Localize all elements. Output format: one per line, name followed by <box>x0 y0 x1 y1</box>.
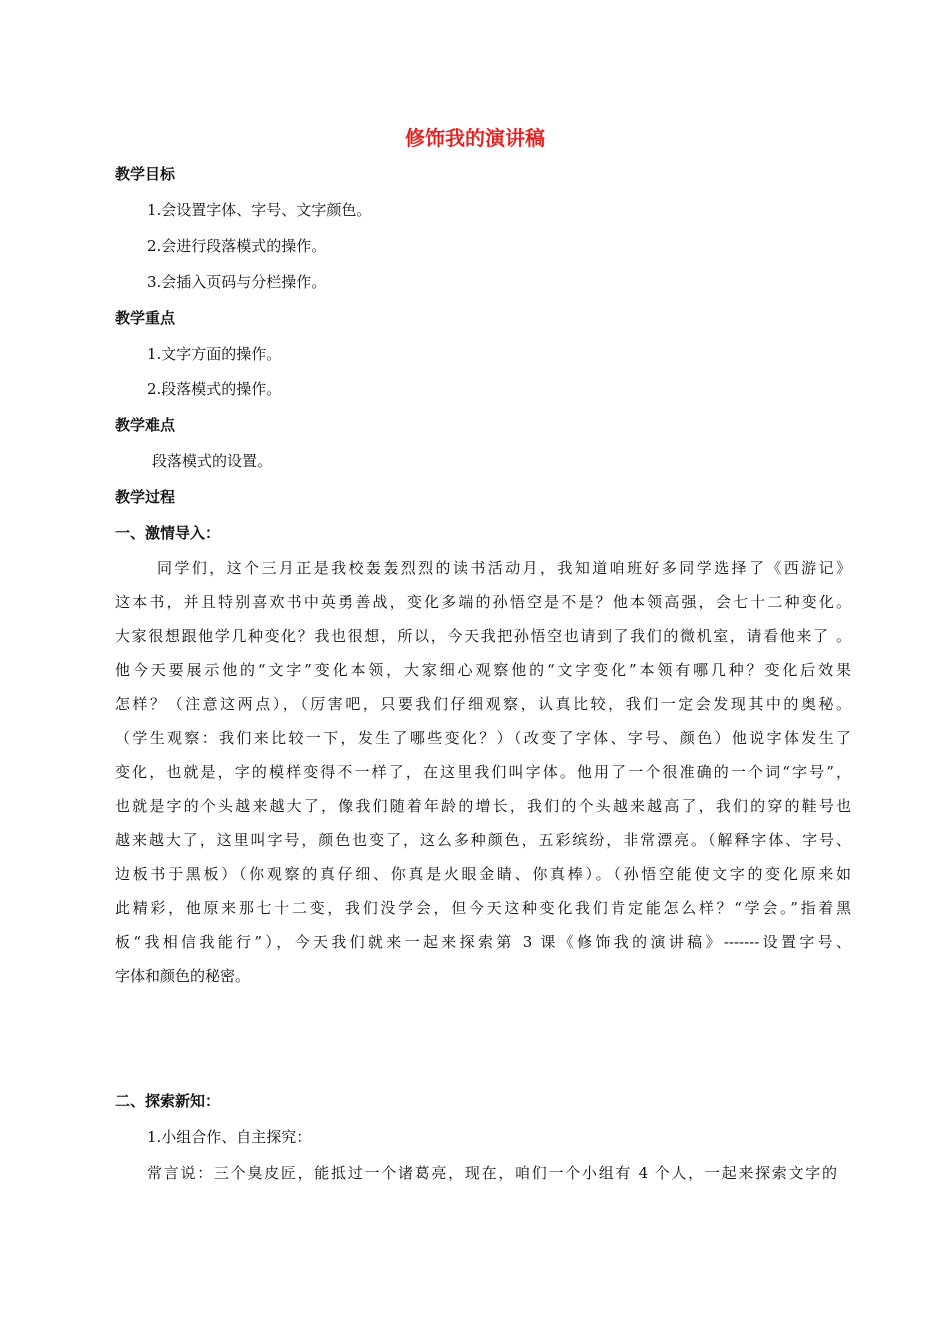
paragraph-line: 字体和颜色的秘密。 <box>115 967 251 985</box>
section2-subheading: 1.小组合作、自主探究： <box>147 1128 312 1146</box>
paragraph-line: 同学们，这个三月正是我校轰轰烈烈的读书活动月，我知道咱班好多同学选择了《西游记》 <box>157 559 851 577</box>
section2-text: 常言说：三个臭皮匠，能抵过一个诸葛亮，现在，咱们一个小组有 4 个人，一起来探索文字的 <box>147 1164 837 1182</box>
objective-item: 1.会设置字体、字号、文字颜色。 <box>147 201 372 219</box>
difficulties-heading: 教学难点 <box>115 416 176 434</box>
section1-heading: 一、激情导入： <box>115 524 221 542</box>
objective-item: 2.会进行段落模式的操作。 <box>147 237 327 255</box>
paragraph-line: 变化，也就是，字的模样变得不一样了，在这里我们叫字体。他用了一个很准确的一个词“字号”， <box>115 763 851 781</box>
process-heading: 教学过程 <box>115 488 176 506</box>
key-points-heading: 教学重点 <box>115 309 176 327</box>
paragraph-line: 大家很想跟他学几种变化？我也很想，所以，今天我把孙悟空也请到了我们的微机室，请看他来了 。 <box>115 627 851 645</box>
paragraph-line: 他今天要展示他的“文字”变化本领，大家细心观察他的“文字变化”本领有哪几种？变化后效果 <box>115 661 851 679</box>
key-point-item: 2.段落模式的操作。 <box>147 380 282 398</box>
document-title: 修饰我的演讲稿 <box>405 126 545 150</box>
paragraph-line: 此精彩，他原来那七十二变，我们没学会，但今天这种变化我们肯定能怎么样？“学会。”指着黑 <box>115 899 851 917</box>
paragraph-line: （学生观察：我们来比较一下，发生了哪些变化？）（改变了字体、字号、颜色）他说字体发生了 <box>115 729 851 747</box>
paragraph-line: 越来越大了，这里叫字号，颜色也变了，这么多种颜色，五彩缤纷，非常漂亮。（解释字体、字号、 <box>115 831 851 849</box>
objective-item: 3.会插入页码与分栏操作。 <box>147 273 327 291</box>
paragraph-line: 这本书，并且特别喜欢书中英勇善战，变化多端的孙悟空是不是？他本领高强，会七十二种变化。 <box>115 593 851 611</box>
paragraph-line: 板“我相信我能行”），今天我们就来一起来探索第 3 课《修饰我的演讲稿》-------设置字号、 <box>115 933 851 951</box>
key-point-item: 1.文字方面的操作。 <box>147 345 282 363</box>
intro-paragraph <box>115 551 851 993</box>
difficulty-item: 段落模式的设置。 <box>152 452 273 470</box>
paragraph-line: 怎样？（注意这两点），（厉害吧，只要我们仔细观察，认真比较，我们一定会发现其中的奥秘。 <box>115 695 851 713</box>
objectives-heading: 教学目标 <box>115 165 176 183</box>
paragraph-line: 边板书于黑板）（你观察的真仔细、你真是火眼金睛、你真棒）。（孙悟空能使文字的变化原来如 <box>115 865 851 883</box>
paragraph-line: 也就是字的个头越来越大了，像我们随着年龄的增长，我们的个头越来越高了，我们的穿的鞋号也 <box>115 797 851 815</box>
section2-heading: 二、探索新知： <box>115 1092 221 1110</box>
